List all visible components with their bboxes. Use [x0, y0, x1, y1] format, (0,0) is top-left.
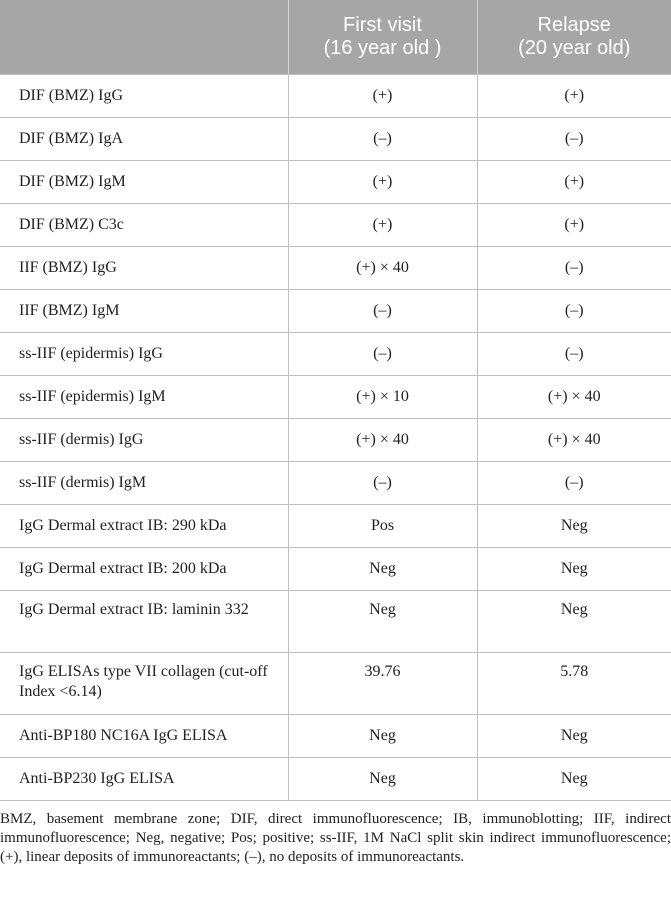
- header-relapse: [477, 0, 671, 75]
- relapse-cell: (+) × 40: [477, 419, 671, 462]
- row-label-cell: Anti-BP180 NC16A IgG ELISA: [0, 715, 288, 758]
- table-row: [0, 204, 671, 247]
- relapse-cell: (+): [477, 161, 671, 204]
- first-visit-cell: (–): [288, 333, 477, 376]
- table-row: [0, 75, 671, 118]
- row-label-cell: ss-IIF (dermis) IgG: [0, 419, 288, 462]
- first-visit-cell: (–): [288, 290, 477, 333]
- table-row: [0, 376, 671, 419]
- row-label-cell: DIF (BMZ) C3c: [0, 204, 288, 247]
- first-visit-cell: Neg: [288, 548, 477, 591]
- relapse-cell: Neg: [477, 505, 671, 548]
- table-row: [0, 653, 671, 715]
- relapse-cell: (+): [477, 204, 671, 247]
- table-body: [0, 75, 671, 801]
- relapse-cell: Neg: [477, 591, 671, 653]
- table-row: [0, 118, 671, 161]
- table-row: [0, 247, 671, 290]
- relapse-cell: Neg: [477, 548, 671, 591]
- header-first-visit: [288, 0, 477, 75]
- table-row: [0, 462, 671, 505]
- table-row: [0, 333, 671, 376]
- first-visit-cell: Neg: [288, 758, 477, 801]
- relapse-cell: (–): [477, 290, 671, 333]
- row-label-cell: Anti-BP230 IgG ELISA: [0, 758, 288, 801]
- first-visit-cell: Neg: [288, 591, 477, 653]
- row-label-cell: IgG Dermal extract IB: laminin 332: [0, 591, 288, 653]
- relapse-cell: (+): [477, 75, 671, 118]
- table-row: [0, 758, 671, 801]
- relapse-cell: Neg: [477, 758, 671, 801]
- header-first-visit-line1: First visit: [343, 14, 422, 36]
- table-footnote: BMZ, basement membrane zone; DIF, direct immunofluorescence; IB, immunoblotting; IIF, indirect immunofluorescence; Neg, negative; Pos; positive; ss-IIF, 1M NaCl split skin indirect immunofluorescence; (+), linear deposits of immunoreactants; (–), no deposits of immunoreactants.: [0, 811, 671, 865]
- table-row: [0, 505, 671, 548]
- first-visit-cell: (+) × 40: [288, 247, 477, 290]
- row-label-cell: IgG Dermal extract IB: 200 kDa: [0, 548, 288, 591]
- first-visit-cell: Pos: [288, 505, 477, 548]
- row-label-cell: DIF (BMZ) IgM: [0, 161, 288, 204]
- header-first-visit-line2: (16 year old ): [323, 37, 442, 59]
- relapse-cell: Neg: [477, 715, 671, 758]
- header-empty-cell: [0, 0, 288, 75]
- row-label-cell: DIF (BMZ) IgG: [0, 75, 288, 118]
- header-row: [0, 0, 671, 75]
- first-visit-cell: (+) × 10: [288, 376, 477, 419]
- row-label-cell: IIF (BMZ) IgG: [0, 247, 288, 290]
- table-row: [0, 161, 671, 204]
- first-visit-cell: (–): [288, 462, 477, 505]
- relapse-cell: 5.78: [477, 653, 671, 715]
- first-visit-cell: (+): [288, 161, 477, 204]
- first-visit-cell: Neg: [288, 715, 477, 758]
- table-header: [0, 0, 671, 75]
- table-row: [0, 591, 671, 653]
- table-row: [0, 419, 671, 462]
- first-visit-cell: (+): [288, 75, 477, 118]
- row-label-cell: ss-IIF (epidermis) IgG: [0, 333, 288, 376]
- table-row: [0, 715, 671, 758]
- table-row: [0, 548, 671, 591]
- relapse-cell: (–): [477, 118, 671, 161]
- first-visit-cell: (+) × 40: [288, 419, 477, 462]
- row-label-cell: IgG ELISAs type VII collagen (cut-off Index <6.14): [0, 653, 288, 715]
- relapse-cell: (–): [477, 333, 671, 376]
- row-label-cell: DIF (BMZ) IgA: [0, 118, 288, 161]
- row-label-cell: IgG Dermal extract IB: 290 kDa: [0, 505, 288, 548]
- header-relapse-line1: Relapse: [537, 14, 611, 36]
- table-row: [0, 290, 671, 333]
- first-visit-cell: (–): [288, 118, 477, 161]
- row-label-cell: ss-IIF (epidermis) IgM: [0, 376, 288, 419]
- first-visit-cell: (+): [288, 204, 477, 247]
- header-relapse-line2: (20 year old): [518, 37, 631, 59]
- relapse-cell: (–): [477, 462, 671, 505]
- row-label-cell: IIF (BMZ) IgM: [0, 290, 288, 333]
- relapse-cell: (–): [477, 247, 671, 290]
- row-label-cell: ss-IIF (dermis) IgM: [0, 462, 288, 505]
- relapse-cell: (+) × 40: [477, 376, 671, 419]
- first-visit-cell: 39.76: [288, 653, 477, 715]
